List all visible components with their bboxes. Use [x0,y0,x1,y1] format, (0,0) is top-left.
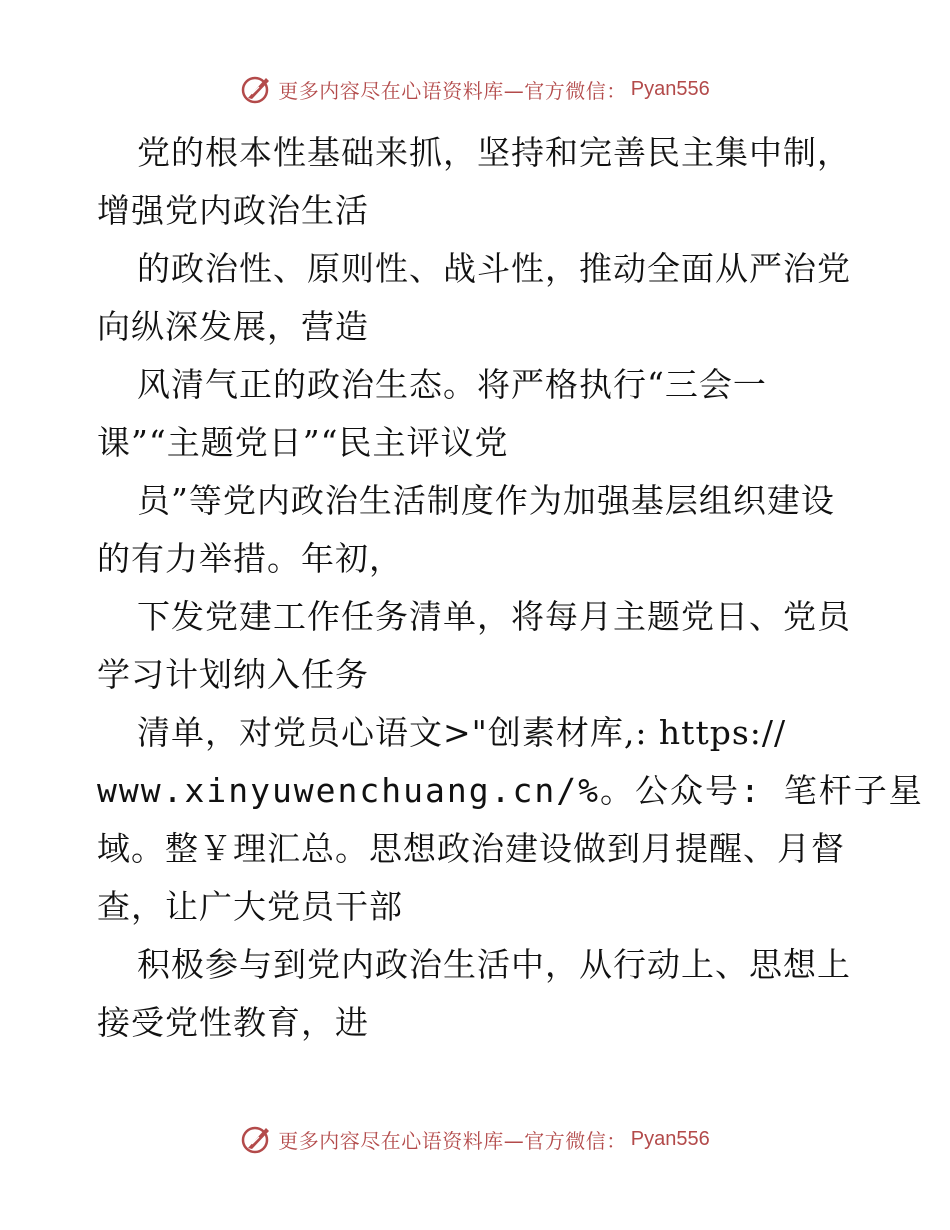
text-line: 的有力举措。年初， [97,539,403,578]
text-line: 接受党性教育，进 [97,1003,369,1042]
text-line: 域。整￥理汇总。思想政治建设做到月提醒、月督 [97,829,845,868]
document-body [97,124,924,1052]
text-line: 向纵深发展，营造 [97,307,369,346]
header-watermark [0,72,950,106]
text-line: 员”等党内政治生活制度作为加强基层组织建设 [137,481,835,520]
text-line: 课”“主题党日”“民主评议党 [97,423,509,462]
text-line: 风清气正的政治生态。将严格执行“三会一 [137,365,767,404]
footer-watermark [0,1122,950,1156]
text-line: 下发党建工作任务清单，将每月主题党日、党员 [137,597,851,636]
text-line: www.xinyuwenchuang.cn/%。公众号: 笔杆子星 [97,771,924,810]
text-line: 的政治性、原则性、战斗性，推动全面从严治党 [137,249,851,288]
watermark-contact: Pyan556 [630,77,710,100]
text-line: 查，让广大党员干部 [97,887,403,926]
watermark-contact: Pyan556 [630,1127,710,1150]
text-line: 增强党内政治生活 [97,191,369,230]
text-line: 积极参与到党内政治生活中，从行动上、思想上 [137,945,851,984]
watermark-text: 更多内容尽在心语资料库—官方微信： [278,78,627,103]
quill-pen-circle-icon [240,72,274,106]
text-line: 党的根本性基础来抓，坚持和完善民主集中制， [137,133,851,172]
watermark-text: 更多内容尽在心语资料库—官方微信： [278,1128,627,1153]
quill-pen-circle-icon [240,1122,274,1156]
text-line: 学习计划纳入任务 [97,655,369,694]
text-line: 清单，对党员心语文>"创素材库,: https:// [137,713,787,752]
